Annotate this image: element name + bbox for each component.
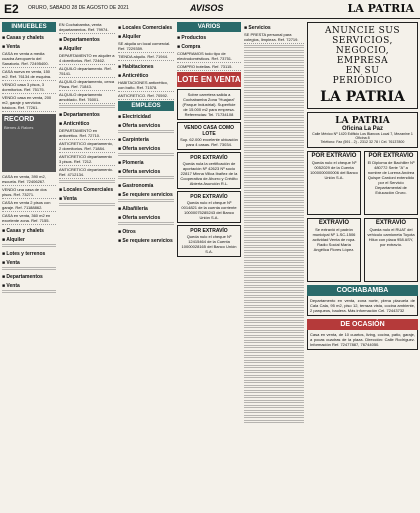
category-heading: ■ Locales Comerciales — [118, 25, 174, 31]
promo-line: PERIÓDICO — [332, 76, 393, 86]
classified-ad: TIENDA alquilo. Ref. 71944. — [118, 54, 174, 61]
extravio-box — [364, 151, 418, 215]
category-heading: ■ Departamentos — [59, 37, 115, 43]
category-subheading: ■ Anticrético — [59, 121, 115, 127]
category-heading: ■ Departamentos — [59, 112, 115, 118]
category-heading: ■ Gastronomía — [118, 183, 174, 189]
category-heading: ■ Habitaciones — [118, 64, 174, 70]
ad-text-block — [118, 153, 174, 157]
category-subheading: ■ Oferta servicios — [118, 215, 174, 221]
ad-text-block — [118, 199, 174, 203]
extravio-text: Queda nulo el cheque Nº 12415464 de la Cuenta 10000028165 del Banco Unión S.A. — [181, 234, 237, 254]
oficina-phone: Teléfono: Fax (591 - 2) - 2312 32 78 / Cel. 76137800 — [320, 140, 405, 144]
extravio-title: POR EXTRAVÍO — [190, 155, 228, 161]
classified-ad: COMPRO botellas. Ref. 73115. — [177, 64, 241, 71]
cochabamba-banner: COCHABAMBA — [307, 285, 418, 296]
category-subheading: ■ Oferta servicios — [118, 146, 174, 152]
ad-text-block — [59, 180, 115, 184]
category-heading: ■ Departamentos — [2, 274, 56, 280]
extravio-body: Queda nulo el RUAT del vehículo camioneta Toyota Hilux con placa 958 ASY, por extravío. — [367, 227, 415, 247]
category-heading: ■ Locales Comerciales — [59, 187, 115, 193]
cochabamba-text: Departamento en venta, zona norte, plena plazuela de Cala Cala, 95 m2, piso 12, terraza vista, cocina ambiente, 2 parqueos, baulera. Más información Cel. 72443732 — [307, 296, 418, 316]
ocasion-banner: DE OCASIÓN — [307, 319, 418, 330]
category-subheading: ■ Venta — [59, 196, 115, 202]
classified-ad: ANTICRETICO. Ref. 70592. — [118, 93, 174, 100]
section-varios: VARIOS — [177, 22, 241, 32]
classified-ad: VENDO casa en venta, 200 m2, garaje y servicios básicos. Ref. 77261. — [2, 95, 56, 112]
classified-ad: ALQUILO departamento amoblado. Ref. 76001. — [59, 92, 115, 104]
classified-ad: HABITACIONES anticrético, con baño. Ref. 71578. — [118, 80, 174, 92]
extravio-body: Se extravió el padrón municipal Nº 1-SC-1506 actividad Venta de ropa. Radio Social María Angélica Flores López. — [312, 227, 356, 252]
classified-ad: CASA en venta a media cuadra Aeropuerto del Sanatorio. Ref. 72495400. — [2, 51, 56, 68]
classified-ad: VENDO casa 3 pisos, 3 dormitorios. Ref. 75175. — [2, 82, 56, 94]
promo-line: ANUNCIE SUS — [324, 26, 401, 36]
promo-line: SERVICIOS, — [332, 36, 393, 46]
classified-ad: EN Cochabamba, venta departamentos. Ref. 79974. — [59, 22, 115, 34]
category-subheading: ■ Venta — [2, 260, 56, 266]
vendo-casa-ad — [177, 122, 241, 150]
category-heading: ■ Productos — [177, 35, 241, 41]
classified-ad: CASA nueva en venta, 150 m2. Ref. 76134 de esquina. — [2, 69, 56, 81]
column-varios — [177, 22, 241, 509]
category-heading: ■ Servicios — [244, 25, 304, 31]
classified-ad: SE alquila un local comercial. Ref. 7229359. — [118, 41, 174, 53]
ad-text-block — [59, 203, 115, 207]
record-ad-photo — [2, 114, 56, 172]
promo-line: EMPRESA — [336, 56, 389, 66]
ad-text-block — [118, 176, 174, 180]
classified-ad: SE PRESTA personal para colegios, limpieza. Ref. 72719. — [244, 32, 304, 44]
category-heading: ■ Casas y chalets — [2, 228, 56, 234]
extravio-title: POR EXTRAVÍO — [190, 194, 228, 200]
column-inmuebles — [2, 22, 56, 509]
column-servicios — [244, 22, 304, 509]
ad-text-block — [2, 267, 56, 271]
category-heading: ■ Otros — [118, 229, 174, 235]
section-inmuebles: INMUEBLES — [2, 22, 56, 32]
record-ad-title: RECORD — [4, 116, 35, 123]
classified-ad: ALQUILO departamento. Ref. 75141. — [59, 66, 115, 78]
promo-line: NEGOCIO, — [335, 46, 390, 56]
category-heading: ■ Electricidad — [118, 114, 174, 120]
page-header — [0, 0, 420, 19]
page-number: E2 — [4, 2, 19, 16]
vendo-casa-title: VENDO CASA COMO LOTE — [183, 125, 235, 137]
category-subheading: ■ Alquiler — [59, 46, 115, 52]
page-date: ORURO, SABADO 28 DE AGOSTO DE 2021 — [28, 5, 129, 11]
category-subheading: ■ Compra — [177, 44, 241, 50]
oficina-ad — [307, 112, 418, 148]
category-heading: ■ Casas y chalets — [2, 35, 56, 41]
extravio-ad — [177, 225, 241, 257]
ocasion-text: Casa en venta, de 10 cuartos, living, cocina, patio, garaje, a pocas cuadras de la plaza. Dirección: Calle Rodríguez. Información Ref. 72477887, 76744050. — [307, 330, 418, 350]
category-subheading: ■ Anticrético — [118, 73, 174, 79]
column-empleos — [118, 22, 174, 509]
ad-text-block — [244, 45, 304, 425]
ad-text-block — [118, 222, 174, 226]
ad-text-block — [2, 244, 56, 248]
extravio-ad — [177, 152, 241, 189]
classified-ad: DEPARTAMENTO en alquiler a 4 dormitorios. Ref. 72462. — [59, 53, 115, 63]
extravio-heading: EXTRAVÍO — [318, 220, 350, 226]
brand-logo: LA PATRIA — [347, 2, 414, 15]
ad-text-block — [59, 105, 115, 109]
extravio-box — [307, 218, 361, 282]
classified-ad: DEPARTAMENTO en anticrético. Ref. 72710. — [59, 128, 115, 140]
category-subheading: ■ Venta — [2, 283, 56, 289]
classified-ad: COMPRAMOS todo tipo de electrodomésticos. Ref. 73751. — [177, 51, 241, 63]
extravio-box — [307, 151, 361, 215]
right-panel — [307, 22, 418, 350]
section-empleos: EMPLEOS — [118, 101, 174, 111]
category-subheading: ■ Se requiere servicios — [118, 238, 174, 244]
ad-text-block — [118, 130, 174, 134]
classified-ad: ALQUILO departamento, cerca Plaza. Ref. 71843. — [59, 79, 115, 89]
extravio-body: Queda nulo el cheque Nº 0052029 de la Cuenta 1000000000006 del Banco Unión S.A. — [310, 160, 358, 180]
extravio-ad — [177, 191, 241, 223]
classified-ad: CASA en venta, 390 m2, escuela. Ref. 72406267. — [2, 174, 56, 186]
category-subheading: ■ Oferta servicios — [118, 123, 174, 129]
classified-ad: ANTICRETICO departamento 3 pisos. Ref. 7212. — [59, 154, 115, 166]
extravio-title: POR EXTRAVÍO — [190, 228, 228, 234]
classified-ad: CASA en venta 2 pisos con garaje. Ref. 71188862. — [2, 200, 56, 212]
lote-venta-banner: LOTE EN VENTA — [177, 72, 241, 87]
extravio-body: El Diploma de Bachiller Nº 480772 Serie "A" a nombre de Lorena Andrea Quispe Cardoni extendido por el Servicio Departamental de Educación Oruro. — [367, 160, 415, 195]
oficina-city: Oficina La Paz — [341, 126, 383, 132]
oficina-name: LA PATRIA — [335, 116, 390, 126]
category-heading: ■ Plomería — [118, 160, 174, 166]
classified-ad: ANTICRETICO departamento. Ref. 4712134. — [59, 167, 114, 177]
extravio-text: Queda nula la certificación de aportación Nº 42623 Nº socio 22817 Minna Villca Ibañez de la Cooperativa de Ahorro y Crédito Abierta Asunción R.L. — [180, 161, 238, 186]
category-heading: ■ Albañilería — [118, 206, 174, 212]
extravio-text: Queda nulo el cheque Nº 0014821 de la cuenta corriente 10000075285243 del Banco Unión S.A. — [181, 200, 237, 220]
promo-ad — [307, 22, 418, 109]
extravio-heading: POR EXTRAVÍO — [368, 153, 414, 159]
classified-ad: ANTICRETICO departamento, 2 dormitorios. Ref. 71884. — [59, 141, 114, 151]
category-subheading: ■ Venta — [2, 44, 56, 50]
category-subheading: ■ Se requiere servicios — [118, 192, 174, 198]
extravio-pair — [307, 151, 418, 215]
section-title: AVISOS — [190, 3, 224, 13]
extravio-box — [364, 218, 418, 282]
promo-line: EN SU — [345, 66, 380, 76]
extravio-heading: EXTRAVÍO — [375, 220, 407, 226]
category-subheading: ■ Alquiler — [118, 34, 174, 40]
category-heading: ■ Carpintería — [118, 137, 174, 143]
lote-venta-text: Sobre carretera salida a Cochabamba Zona "Huajara" (Parque Industrial). Superficie de 15.000 m2 para empresa. Referencias: Tel. 71734108 — [177, 89, 241, 120]
category-subheading: ■ Alquiler — [2, 237, 56, 243]
classified-ad: VENDO una casa de dos pisos. Ref. 73271. — [2, 187, 56, 199]
ad-text-block — [2, 290, 56, 294]
extravio-pair — [307, 218, 418, 282]
extravio-heading: POR EXTRAVÍO — [311, 153, 357, 159]
column-departamentos — [59, 22, 115, 509]
category-subheading: ■ Oferta servicios — [118, 169, 174, 175]
vendo-casa-text: Sup. 62.000 excelente ubicación para 4 casas. Ref. 73034. — [180, 137, 238, 147]
record-ad-subtitle: Bienes & Raices — [4, 125, 34, 130]
classified-ad: CASA en venta, 360 m2 en excelente zona. Ref. 7155. — [2, 213, 56, 225]
category-heading: ■ Lotes y terrenos — [2, 251, 56, 257]
oficina-address: Calle México Nº 1420 Edificio Los Blancos Local 7, Mezanine 1 Oficina 8 — [312, 132, 413, 140]
promo-brand: LA PATRIA — [320, 89, 405, 105]
